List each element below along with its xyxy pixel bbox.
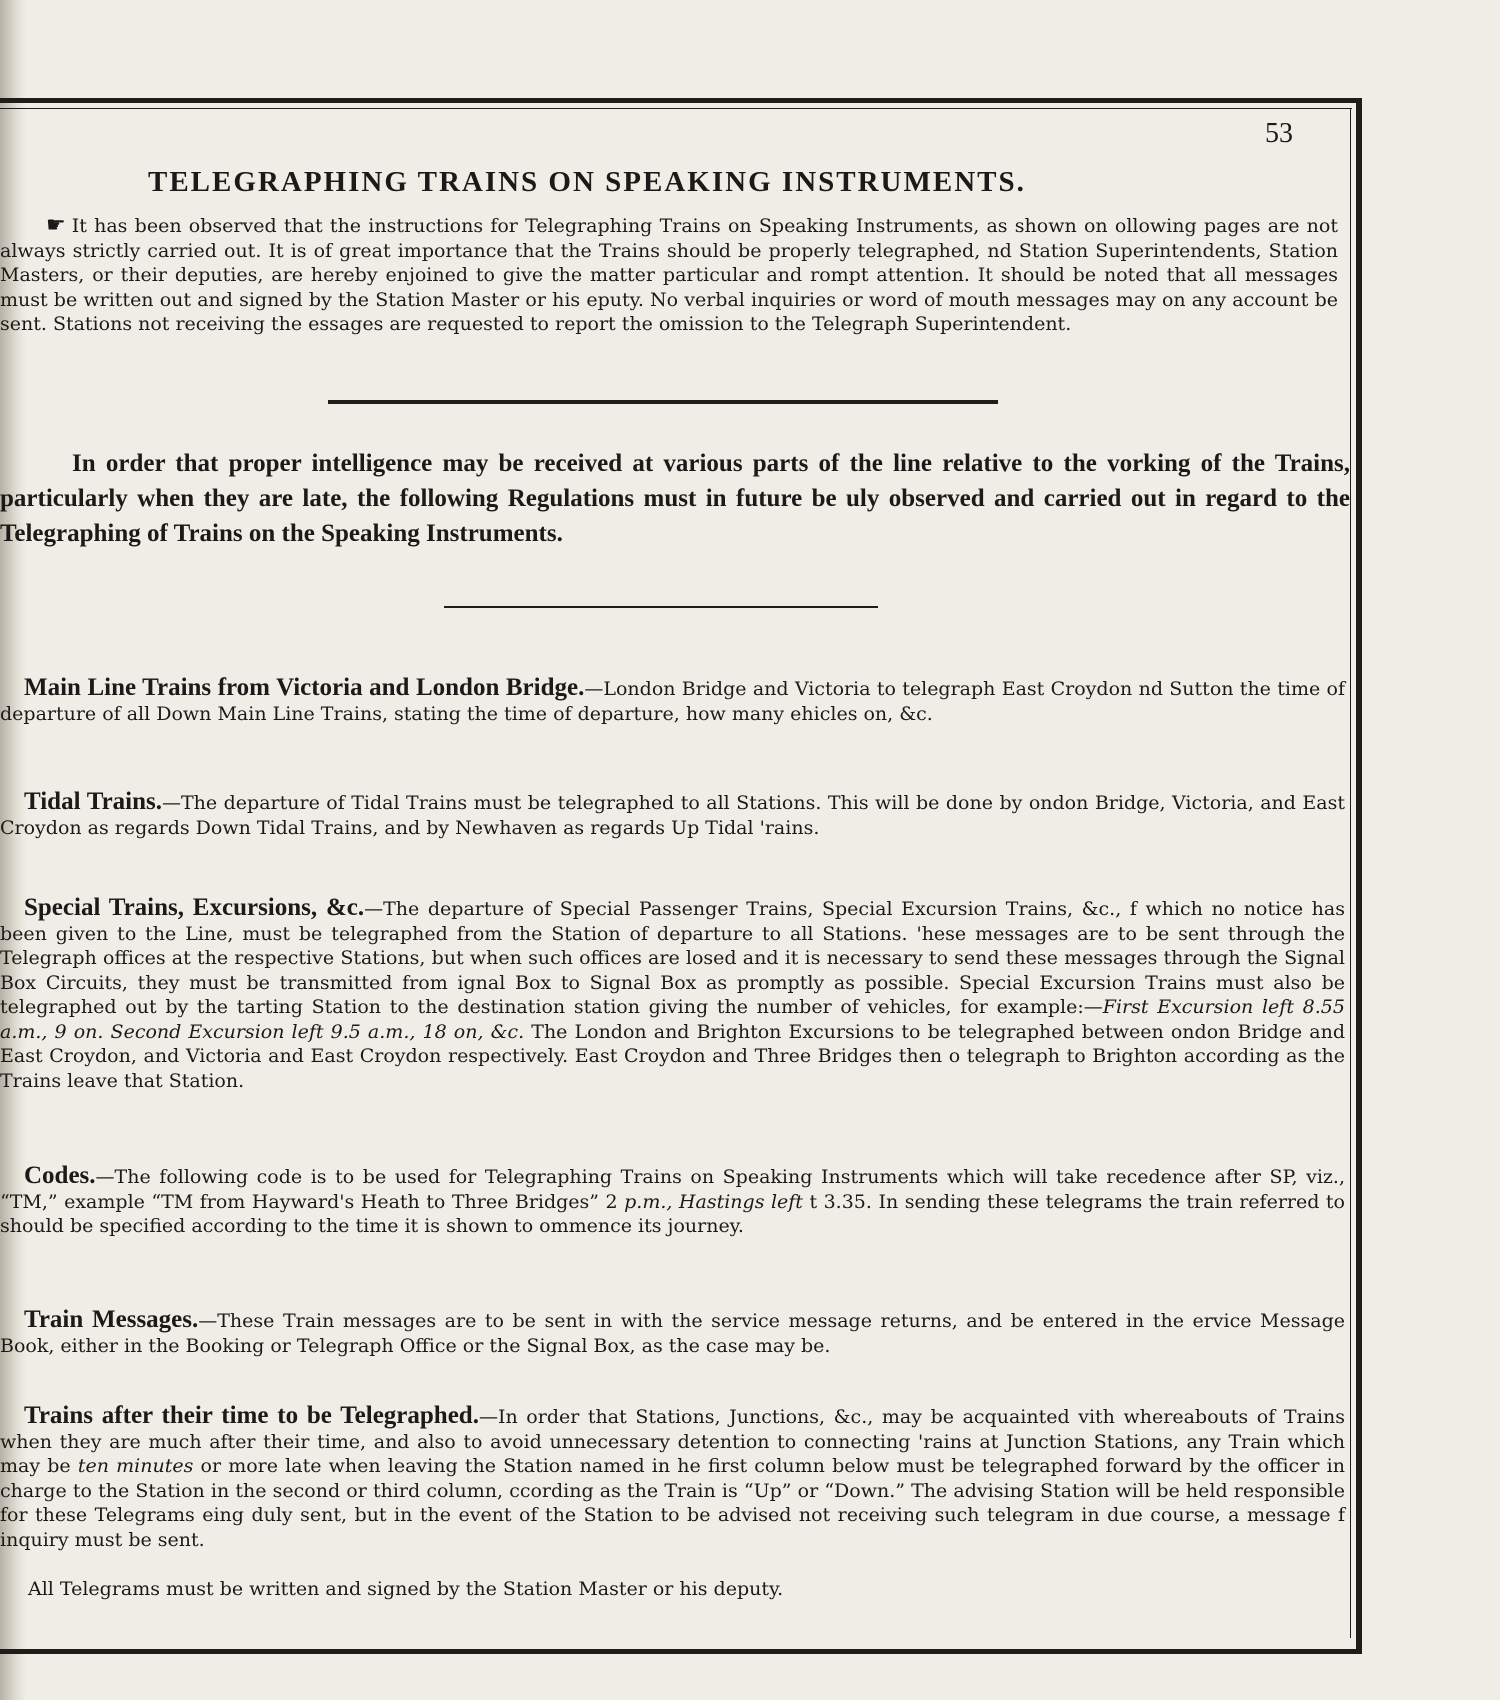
section-body: —In order that Stations, Junctions, &c., may be acquainted vith whereabouts of Trains when they are much after their time, and also to avoid unnecessary detention to connecting 'rains at Junction Stations, any Train which may be: [0, 1406, 1345, 1477]
section-after-time: [0, 1404, 1345, 1552]
inner-border-top: [0, 108, 1352, 109]
section-heading: Trains after their time to be Telegraphed.: [24, 1402, 479, 1429]
section-heading: Main Line Trains from Victoria and London Bridge.: [24, 674, 585, 701]
pointing-hand-icon: ☛: [46, 213, 66, 238]
section-main-line: [0, 676, 1345, 726]
inner-border-right: [1350, 108, 1351, 1638]
section-codes: [0, 1164, 1345, 1239]
notice-paragraph: [0, 214, 1338, 337]
section-body: —These Train messages are to be sent in with the service message returns, and be entered in the ervice Message Book, either in the Booking or Telegraph Office or the Signal Box, as the case may be.: [0, 1310, 1345, 1357]
section-body: —London Bridge and Victoria to telegraph East Croydon nd Sutton the time of departure of all Down Main Line Trains, stating the time of departure, how many ehicles on, &c.: [0, 678, 1346, 725]
section-body: or more late when leaving the Station named in he first column below must be telegraphed forward by the officer in charge to the Station in the second or third column, ccording as the Train is “Up” or “Down.” The advising Station will be held responsible for these Telegrams eing duly sent, but in the event of the Station to be advised not receiving such telegram in due course, a message f inquiry must be sent.: [0, 1455, 1345, 1551]
section-divider-thin: [444, 606, 878, 608]
section-special: [0, 896, 1345, 1093]
section-body: The London and Brighton Excursions to be telegraphed between ondon Bridge and East Croydon, and Victoria and East Croydon respectively. East Croydon and Three Bridges then o telegraph to Brighton according as the Trains leave that Station.: [0, 1020, 1345, 1092]
section-example: p.m., Hastings left: [624, 1190, 803, 1213]
lead-text: In order that proper intelligence may be received at various parts of the line relative to the vorking of the Trains, particularly when they are late, the following Regulations must in future be uly observed and carried out in regard to the Telegraphing of Trains on the Speaking Instruments.: [0, 450, 1350, 547]
section-emphasis: ten minutes: [77, 1455, 194, 1477]
section-train-messages: [0, 1308, 1345, 1358]
section-body: t 3.35. In sending these telegrams the train referred to should be specified according to the time it is shown to ommence its journey.: [0, 1190, 1345, 1237]
page-number: 53: [1265, 118, 1293, 149]
section-body: —The departure of Special Passenger Trains, Special Excursion Trains, &c., f which no notice has been given to the Line, must be telegraphed from the Station of departure to all Stations. 'hese messages are to be sent through the Telegraph offices at the respective Stations, but when such offices are losed and it is necessary to send these messages through the Signal Box Circuits, they must be transmitted from ignal Box to Signal Box as promptly as possible. Special Excursion Trains must also be telegraphed out by the tarting Station to the destination station giving the number of vehicles, for example:—: [0, 898, 1345, 1018]
section-tidal: [0, 790, 1345, 840]
section-divider-thick: [328, 400, 998, 404]
section-example: First Excursion left 8.55 a.m., 9 on. Second Excursion left 9.5 a.m., 18 on, &c.: [0, 996, 1345, 1043]
section-body: —The departure of Tidal Trains must be telegraphed to all Stations. This will be done by ondon Bridge, Victoria, and East Croydon as regards Down Tidal Trains, and by Newhaven as regards Up Tidal 'rains.: [0, 792, 1345, 839]
lead-paragraph: [0, 446, 1350, 551]
section-heading: Tidal Trains.: [24, 788, 162, 815]
section-body: —The following code is to be used for Telegraphing Trains on Speaking Instruments which will take recedence after SP, viz., “TM,” example “TM from Hayward's Heath to Three Bridges” 2: [0, 1166, 1345, 1213]
notice-text: It has been observed that the instructions for Telegraphing Trains on Speaking Instruments, as shown on ollowing pages are not always strictly carried out. It is of great importance that the Trains should be properly telegraphed, nd Station Superintendents, Station Masters, or their deputies, are hereby enjoined to give the matter particular and rompt attention. It should be noted that all messages must be written out and signed by the Station Master or his eputy. No verbal inquiries or word of mouth messages may on any account be sent. Stations not receiving the essages are requested to report the omission to the Telegraph Superintendent.: [0, 215, 1338, 335]
section-heading: Special Trains, Excursions, &c.: [24, 894, 365, 921]
section-heading: Train Messages.: [24, 1306, 199, 1333]
section-heading: Codes.: [24, 1162, 96, 1189]
page-title: TELEGRAPHING TRAINS ON SPEAKING INSTRUMENTS.: [148, 166, 1026, 198]
closing-line: All Telegrams must be written and signed by the Station Master or his deputy.: [28, 1578, 784, 1600]
